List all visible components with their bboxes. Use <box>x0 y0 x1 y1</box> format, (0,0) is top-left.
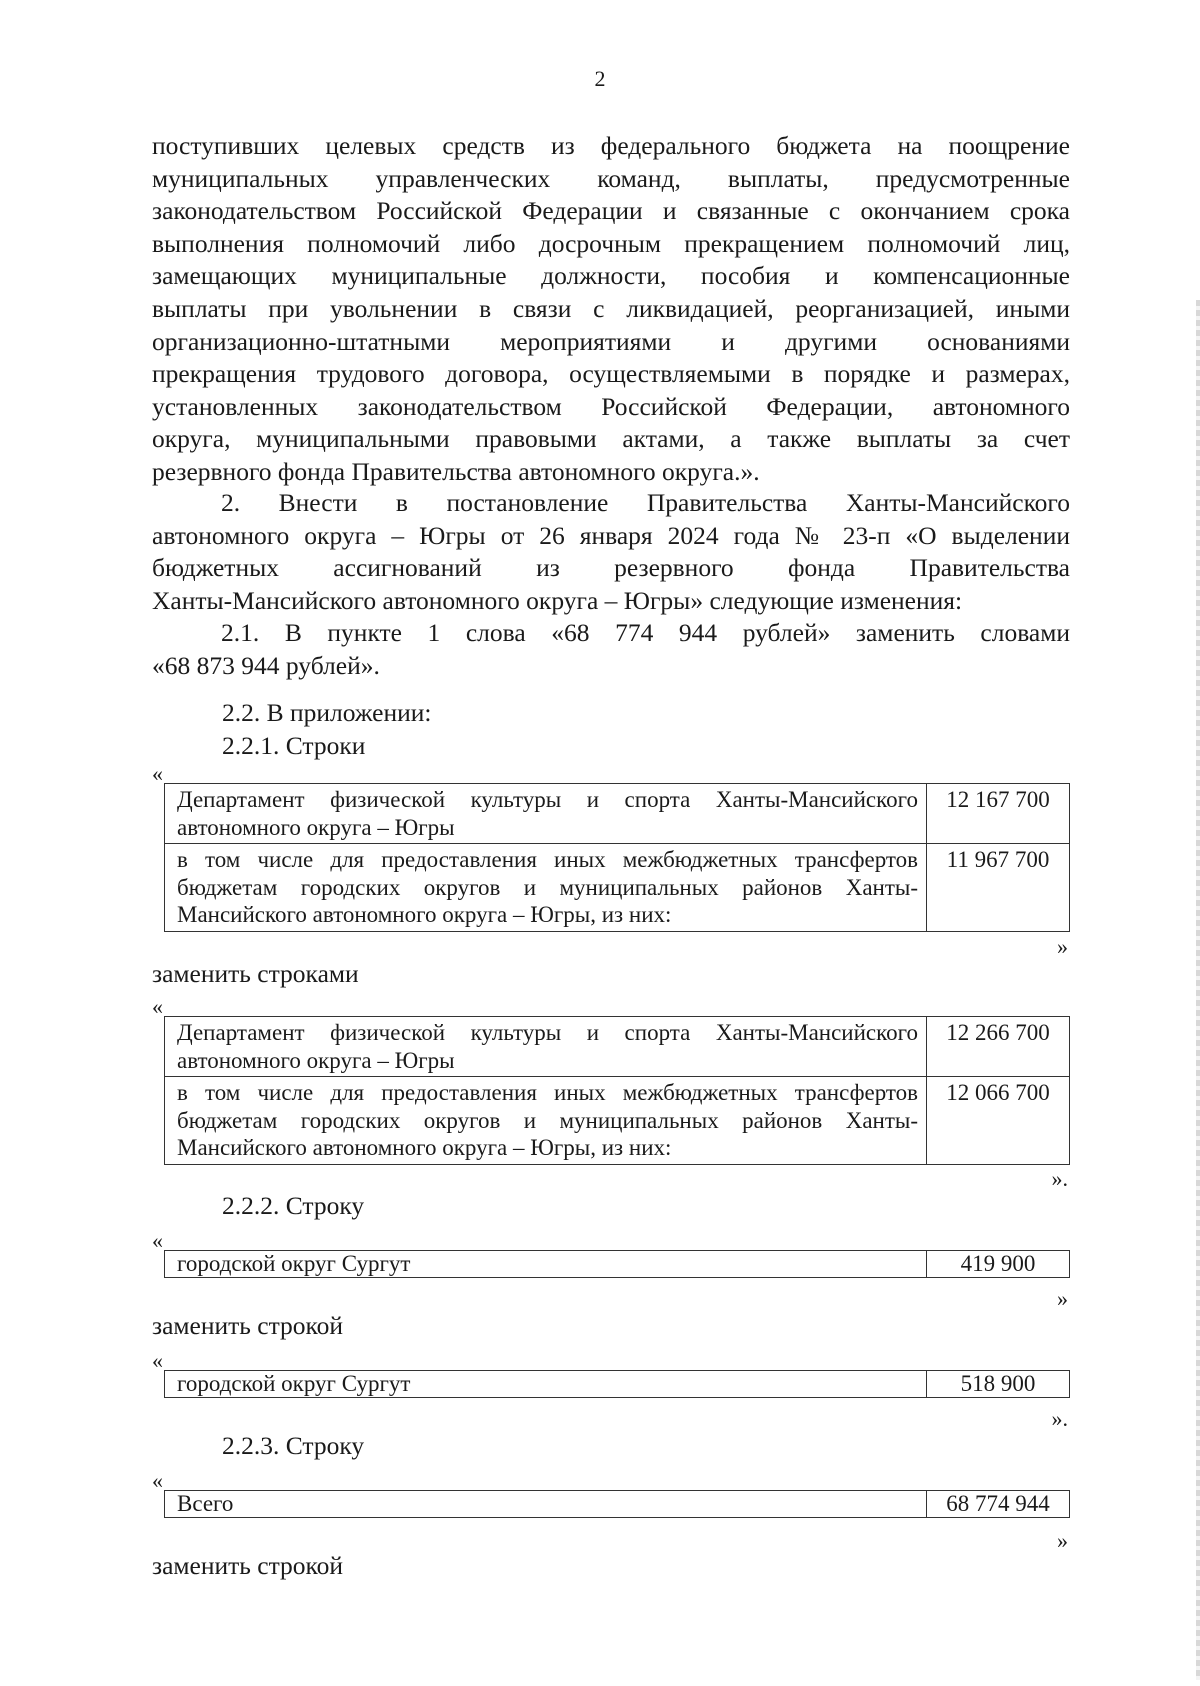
text-line: законодательством Российской Федерации и связанные с окончанием срока <box>152 196 1070 226</box>
quote-close: » <box>1057 1286 1068 1311</box>
text-line: выполнения полномочий либо досрочным прекращением полномочий лиц, <box>152 228 1070 258</box>
scan-edge-artifact <box>1196 300 1200 1680</box>
quote-open: « <box>152 1468 163 1493</box>
table-row <box>165 1017 1070 1077</box>
quote-close: ». <box>1051 1406 1068 1431</box>
table-row <box>165 1251 1070 1278</box>
row-value: 518 900 <box>927 1371 1070 1398</box>
quote-open: « <box>152 994 163 1019</box>
table-old-row-surgut <box>164 1250 1070 1278</box>
row-name: в том числе для предоставления иных межбюджетных трансфертов бюджетам городских округов и муниципальных районов Ханты-Мансийского автономного округа – Югры, из них: <box>165 1077 927 1165</box>
quote-close: ». <box>1051 1166 1068 1191</box>
paragraph-2 <box>152 487 1070 617</box>
replace-row-label: заменить строкой <box>152 1551 344 1580</box>
text-line: прекращения трудового договора, осуществляемыми в порядке и размерах, <box>152 359 1070 389</box>
replace-rows-label: заменить строками <box>152 959 359 988</box>
row-value: 12 167 700 <box>927 784 1070 844</box>
row-value: 12 066 700 <box>927 1077 1070 1165</box>
text-line: бюджетных ассигнований из резервного фонда Правительства <box>152 553 1070 583</box>
table-new-row-surgut <box>164 1370 1070 1398</box>
text-line: замещающих муниципальные должности, пособия и компенсационные <box>152 261 1070 291</box>
table-row <box>165 1491 1070 1518</box>
quote-open: « <box>152 761 163 786</box>
row-name: Всего <box>165 1491 927 1518</box>
table-old-row-total <box>164 1490 1070 1518</box>
quote-close: » <box>1057 1528 1068 1553</box>
quote-open: « <box>152 1228 163 1253</box>
quote-open: « <box>152 1348 163 1373</box>
text-line: округа, муниципальными правовыми актами, а также выплаты за счет <box>152 424 1070 454</box>
table-row <box>165 844 1070 932</box>
row-name: городской округ Сургут <box>165 1371 927 1398</box>
row-name: Департамент физической культуры и спорта Ханты-Мансийского автономного округа – Югры <box>165 784 927 844</box>
row-name: Департамент физической культуры и спорта Ханты-Мансийского автономного округа – Югры <box>165 1017 927 1077</box>
row-value: 68 774 944 <box>927 1491 1070 1518</box>
text-line: муниципальных управленческих команд, выплаты, предусмотренные <box>152 163 1070 193</box>
table-old-rows <box>164 783 1070 932</box>
table-new-rows <box>164 1016 1070 1165</box>
text-line: «68 873 944 рублей». <box>152 650 380 680</box>
table-row <box>165 1371 1070 1398</box>
table-row <box>165 784 1070 844</box>
text-line: поступивших целевых средств из федерального бюджета на поощрение <box>152 131 1070 160</box>
row-name: в том числе для предоставления иных межбюджетных трансфертов бюджетам городских округов и муниципальных районов Ханты-Мансийского автономного округа – Югры, из них: <box>165 844 927 932</box>
paragraph-3 <box>152 617 1070 682</box>
table-row <box>165 1077 1070 1165</box>
row-value: 419 900 <box>927 1251 1070 1278</box>
text-line: резервного фонда Правительства автономного округа.». <box>152 456 760 486</box>
text-line: Ханты-Мансийского автономного округа – Югры» следующие изменения: <box>152 585 963 615</box>
page-number: 2 <box>594 66 606 91</box>
row-name: городской округ Сургут <box>165 1251 927 1278</box>
item-2-2-1-label: 2.2.1. Строки <box>222 731 366 760</box>
item-2-2-2-label: 2.2.2. Строку <box>222 1191 365 1220</box>
text-line: 2. Внести в постановление Правительства Ханты-Мансийского <box>221 488 1070 517</box>
text-line: установленных законодательством Российской Федерации, автономного <box>152 391 1070 421</box>
item-2-2-label: 2.2. В приложении: <box>222 698 432 727</box>
item-2-2-3-label: 2.2.3. Строку <box>222 1431 365 1460</box>
row-value: 12 266 700 <box>927 1017 1070 1077</box>
row-value: 11 967 700 <box>927 844 1070 932</box>
text-line: выплаты при увольнении в связи с ликвидацией, реорганизацией, иными <box>152 293 1070 323</box>
replace-row-label: заменить строкой <box>152 1311 344 1340</box>
text-line: организационно-штатными мероприятиями и другими основаниями <box>152 326 1070 356</box>
text-line: автономного округа – Югры от 26 января 2024 года № 23-п «О выделении <box>152 520 1070 550</box>
quote-close: » <box>1057 934 1068 959</box>
text-line: 2.1. В пункте 1 слова «68 774 944 рублей» заменить словами <box>221 618 1070 647</box>
paragraph-1 <box>152 130 1070 489</box>
